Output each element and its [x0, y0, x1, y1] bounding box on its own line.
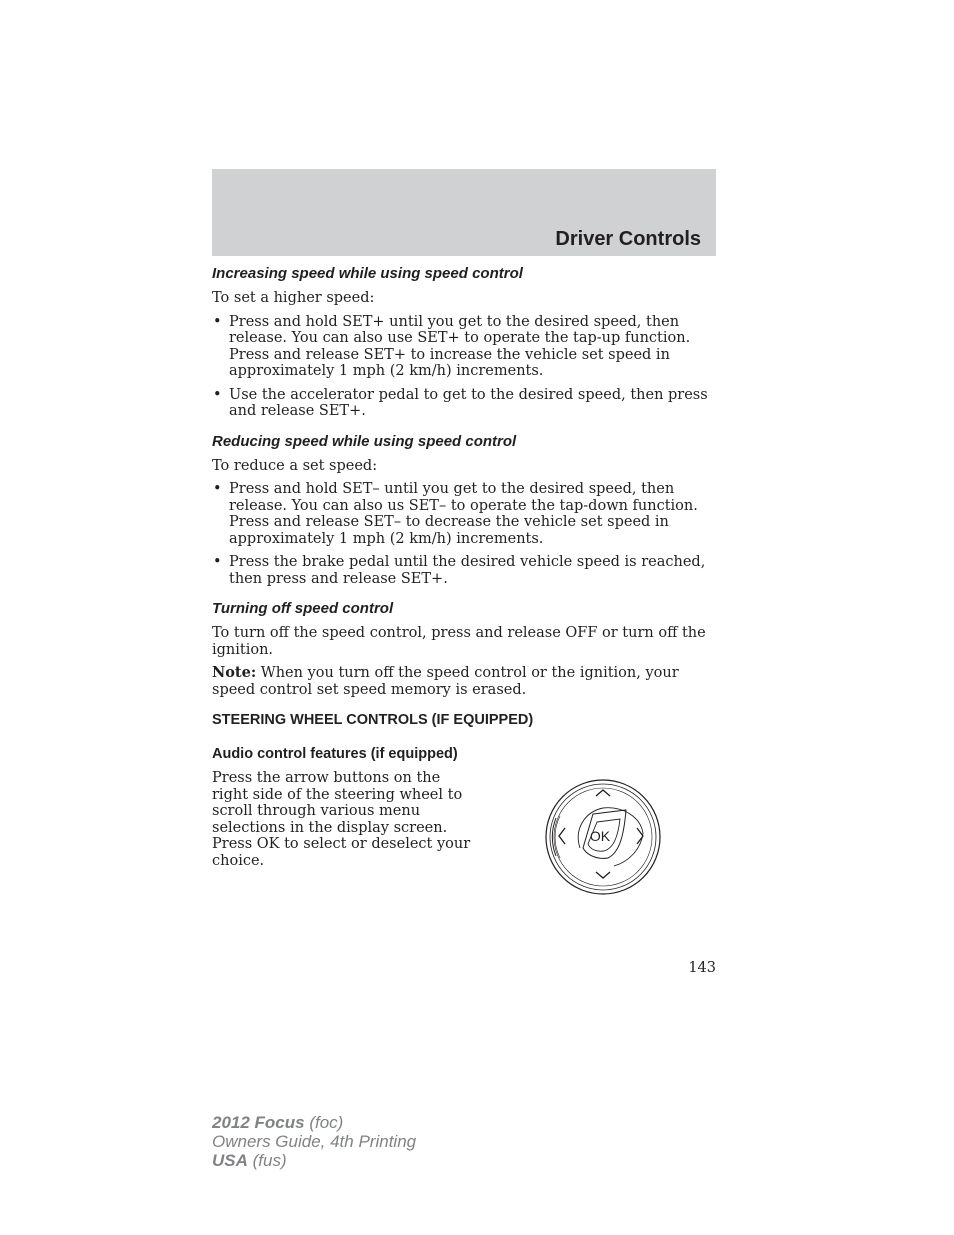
increase-intro: To set a higher speed:	[212, 290, 375, 306]
list-item: • Press and hold SET– until you get to the desired speed, then release. You can also us SET– to operate the tap-down function. Press and release SET– to decrease the vehicle set speed in approximately 1 mph (2 km/h) increments.	[212, 481, 716, 547]
steering-wheel-control-illustration	[544, 778, 662, 896]
heading-audio-control: Audio control features (if equipped)	[212, 746, 458, 762]
heading-steering-wheel-controls: STEERING WHEEL CONTROLS (IF EQUIPPED)	[212, 712, 534, 728]
footer-market: USA	[212, 1151, 248, 1170]
note-text: When you turn off the speed control or the ignition, your speed control set speed memory is erased.	[212, 665, 679, 698]
reduce-intro: To reduce a set speed:	[212, 457, 378, 474]
footer-model: 2012 Focus	[212, 1113, 305, 1132]
footer-market-code: (fus)	[247, 1151, 287, 1170]
heading-reducing-speed: Reducing speed while using speed control	[212, 432, 517, 450]
footer	[212, 1113, 416, 1170]
footer-model-code: (foc)	[304, 1113, 344, 1132]
reduce-bullet-list	[212, 481, 716, 587]
section-title: Driver Controls	[555, 228, 701, 250]
footer-line-3	[212, 1151, 416, 1170]
note-paragraph	[212, 665, 716, 698]
heading-turning-off: Turning off speed control	[212, 600, 394, 617]
header-band	[212, 169, 716, 256]
increase-bullet-list	[212, 314, 716, 420]
audio-control-text: Press the arrow buttons on the right side of the steering wheel to scroll through various menu selections in the display screen. Press OK to select or deselect your choice.	[212, 770, 471, 869]
footer-line-1	[212, 1113, 416, 1132]
heading-increasing-speed: Increasing speed while using speed control	[212, 265, 523, 282]
ok-label: OK	[589, 828, 611, 844]
page-number: 143	[688, 960, 716, 976]
note-label: Note:	[212, 664, 257, 681]
footer-line-2: Owners Guide, 4th Printing	[212, 1132, 417, 1151]
list-item: • Press and hold SET+ until you get to the desired speed, then release. You can also use SET+ to operate the tap-up function. Press and release SET+ to increase the vehicle set speed in approximately 1 mph (2 km/h) increments.	[212, 314, 716, 380]
turn-off-text: To turn off the speed control, press and release OFF or turn off the ignition.	[212, 625, 706, 658]
list-item: • Press the brake pedal until the desired vehicle speed is reached, then press and release SET+.	[212, 554, 716, 587]
list-item: • Use the accelerator pedal to get to the desired speed, then press and release SET+.	[212, 387, 716, 420]
